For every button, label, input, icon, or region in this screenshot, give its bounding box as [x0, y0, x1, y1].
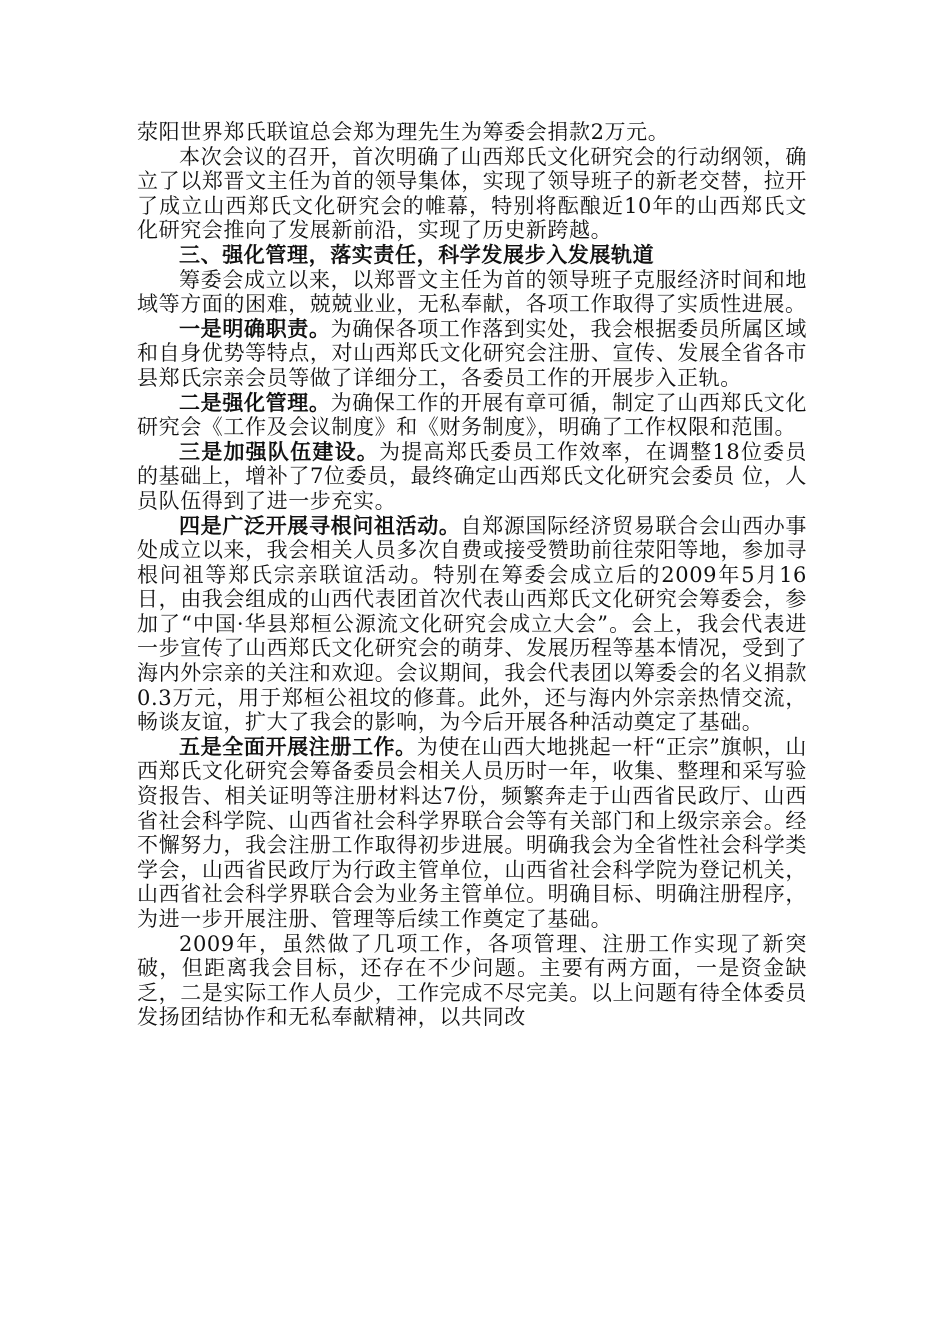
list-item-team: [137, 440, 807, 514]
paragraph-meeting-summary: 本次会议的召开，首次明确了山西郑氏文化研究会的行动纲领，确立了以郑晋文主任为首的领导集体，实现了领导班子的新老交替，拉开了成立山西郑氏文化研究会的帷幕，特别将酝酿近10年的山西郑氏文化研究会推向了发展新前沿，实现了历史新跨越。: [137, 144, 807, 243]
list-item-registration: [137, 735, 807, 932]
item-text: 为确保工作的开展有章可循，制定了山西郑氏文化研究会《工作及会议制度》和《财务制度》，明确了工作权限和范围。: [137, 390, 808, 440]
list-item-roots: [137, 514, 807, 735]
item-lead: 四是广泛开展寻根问祖活动。: [179, 512, 461, 538]
item-text: 为提高郑氏委员工作效率，在调整18位委员的基础上，增补了7位委员，最终确定山西郑氏文化研究会委员 位，人员队伍得到了进一步充实。: [137, 439, 807, 513]
paragraph-progress: 筹委会成立以来，以郑晋文主任为首的领导班子克服经济时间和地域等方面的困难，兢兢业业，无私奉献，各项工作取得了实质性进展。: [137, 267, 807, 317]
document-page: [137, 120, 807, 1030]
item-text: 自郑源国际经济贸易联合会山西办事处成立以来，我会相关人员多次自费或接受赞助前往荥阳等地，参加寻根问祖等郑氏宗亲联谊活动。特别在筹委会成立后的2009年5月16日，由我会组成的山西代表团首次代表山西郑氏文化研究会筹委会，参加了“中国·华县郑桓公源流文化研究会成立大会”。会上，我会代表进一步宣传了山西郑氏文化研究会的萌芽、发展历程等基本情况，受到了海内外宗亲的关注和欢迎。会议期间，我会代表团以筹委会的名义捐款0.3万元，用于郑桓公祖坟的修葺。此外，还与海内外宗亲热情交流，畅谈友谊，扩大了我会的影响，为今后开展各种活动奠定了基础。: [137, 513, 807, 735]
list-item-duties: [137, 317, 807, 391]
item-text: 为确保各项工作落到实处，我会根据委员所属区域和自身优势等特点，对山西郑氏文化研究会注册、宣传、发展全省各市县郑氏宗亲会员等做了详细分工，各委员工作的开展步入正轨。: [137, 316, 808, 390]
item-lead: 三是加强队伍建设。: [179, 438, 380, 464]
item-lead: 五是全面开展注册工作。: [179, 733, 417, 759]
item-lead: 一是明确职责。: [179, 315, 331, 341]
section-heading-3: 三、强化管理，落实责任，科学发展步入发展轨道: [179, 241, 655, 267]
list-item-management: [137, 391, 807, 440]
paragraph-problems: 2009年，虽然做了几项工作，各项管理、注册工作实现了新突破，但距离我会目标，还存在不少问题。主要有两方面，一是资金缺乏，二是实际工作人员少，工作完成不尽完美。以上问题有待全体委员发扬团结协作和无私奉献精神，以共同改: [137, 931, 807, 1030]
item-lead: 二是强化管理。: [179, 389, 331, 415]
paragraph-donation: 荥阳世界郑氏联谊总会郑为理先生为筹委会捐款2万元。: [137, 120, 670, 144]
item-text: 为使在山西大地挑起一杆“正宗”旗帜，山西郑氏文化研究会筹备委员会相关人员历时一年，收集、整理和采写验资报告、相关证明等注册材料达7份，频繁奔走于山西省民政厅、山西省社会科学院、山西省社会科学界联合会等有关部门和上级宗亲会。经不懈努力，我会注册工作取得初步进展。明确我会为全省性社会科学类学会，山西省民政厅为行政主管单位，山西省社会科学院为登记机关，山西省社会科学界联合会为业务主管单位。明确目标、明确注册程序，为进一步开展注册、管理等后续工作奠定了基础。: [137, 734, 807, 931]
